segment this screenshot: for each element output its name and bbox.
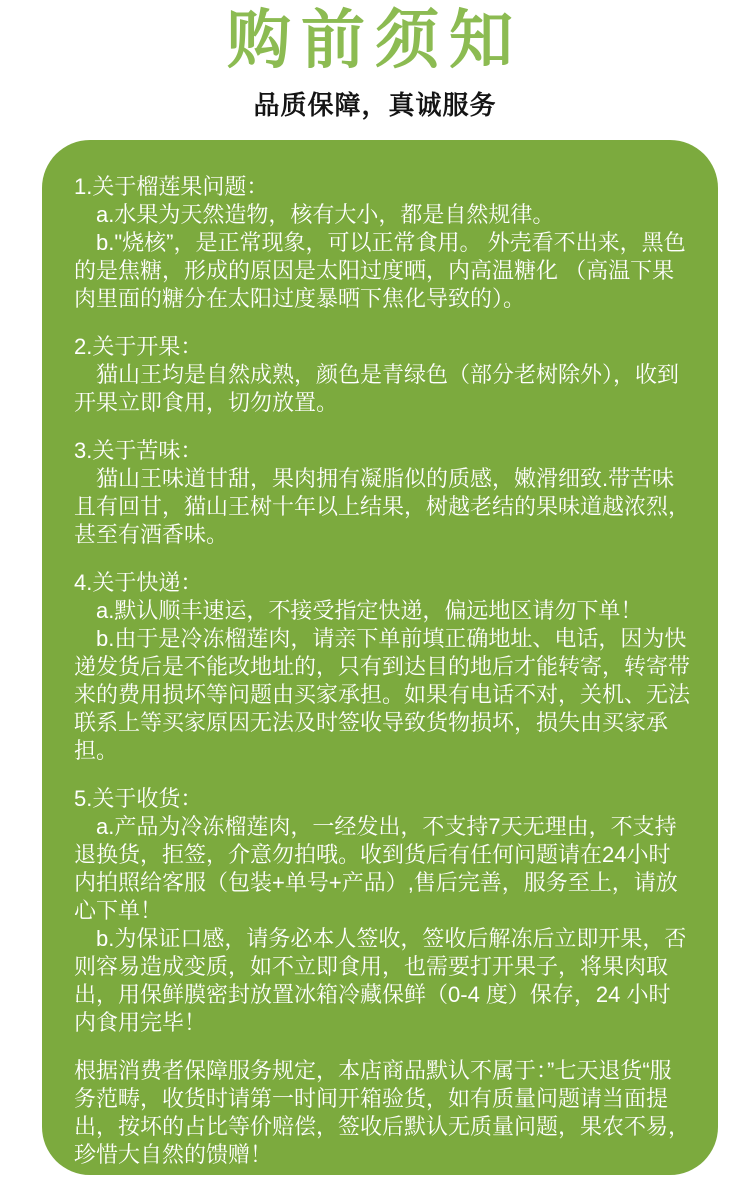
- section-paragraph: b."烧核”，是正常现象，可以正常食用。 外壳看不出来，黑色的是焦糖，形成的原因是太阳过度晒，内高温糖化 （高温下果肉里面的糖分在太阳过度暴晒下焦化导致的）。: [74, 230, 686, 311]
- section-paragraph: b.为保证口感，请务必本人签收，签收后解冻后立即开果，否则容易造成变质，如不立即食用，也需要打开果子，将果肉取出，用保鲜膜密封放置冰箱冷藏保鲜（0-4 度）保存，24 小时内食用完毕！: [74, 926, 687, 1035]
- notice-section-shipping: [74, 569, 690, 765]
- section-paragraph: a.水果为天然造物，核有大小，都是自然规律。: [96, 202, 555, 227]
- notice-footer: [74, 1057, 690, 1169]
- footer-paragraph: 根据消费者保障服务规定，本店商品默认不属于：”七天退货“服务范畴，收货时请第一时间开箱验货，如有质量问题请当面提出，按坏的占比等价赔偿，签收后默认无质量问题，果农不易，珍惜大自然的馈赠！: [74, 1058, 691, 1167]
- notice-section-receiving: [74, 785, 690, 1037]
- section-heading: 2.关于开果：: [74, 334, 203, 359]
- section-heading: 3.关于苦味：: [74, 438, 203, 463]
- section-paragraph: a.产品为冷冻榴莲肉，一经发出，不支持7天无理由，不支持退换货，拒签，介意勿拍哦。收到货后有任何问题请在24小时内拍照给客服（包装+单号+产品）,售后完善，服务至上，请放心下单！: [74, 814, 678, 923]
- notice-section-durian-fruit: [74, 173, 690, 313]
- section-paragraph: 猫山王均是自然成熟，颜色是青绿色（部分老树除外），收到开果立即食用，切勿放置。: [74, 362, 680, 415]
- section-heading: 4.关于快递：: [74, 570, 203, 595]
- notice-section-opening-fruit: [74, 333, 690, 417]
- section-paragraph: 猫山王味道甘甜，果肉拥有凝脂似的质感，嫩滑细致.带苦味且有回甘，猫山王树十年以上结果，树越老结的果味道越浓烈，甚至有酒香味。: [74, 466, 691, 547]
- section-paragraph: b.由于是冷冻榴莲肉，请亲下单前填正确地址、电话，因为快递发货后是不能改地址的，只有到达目的地后才能转寄，转寄带来的费用损坏等问题由买家承担。如果有电话不对，关机、无法联系上等买家原因无法及时签收导致货物损坏，损失由买家承担。: [74, 626, 691, 763]
- notice-panel: [42, 140, 718, 1175]
- page-title: 购前须知: [227, 4, 523, 76]
- section-heading: 1.关于榴莲果问题：: [74, 174, 269, 199]
- page-subtitle: 品质保障，真诚服务: [253, 90, 497, 120]
- page-header: [0, 0, 750, 120]
- section-paragraph: a.默认顺丰速运，不接受指定快递，偏远地区请勿下单！: [96, 598, 643, 623]
- section-heading: 5.关于收货：: [74, 786, 203, 811]
- notice-section-bitterness: [74, 437, 690, 549]
